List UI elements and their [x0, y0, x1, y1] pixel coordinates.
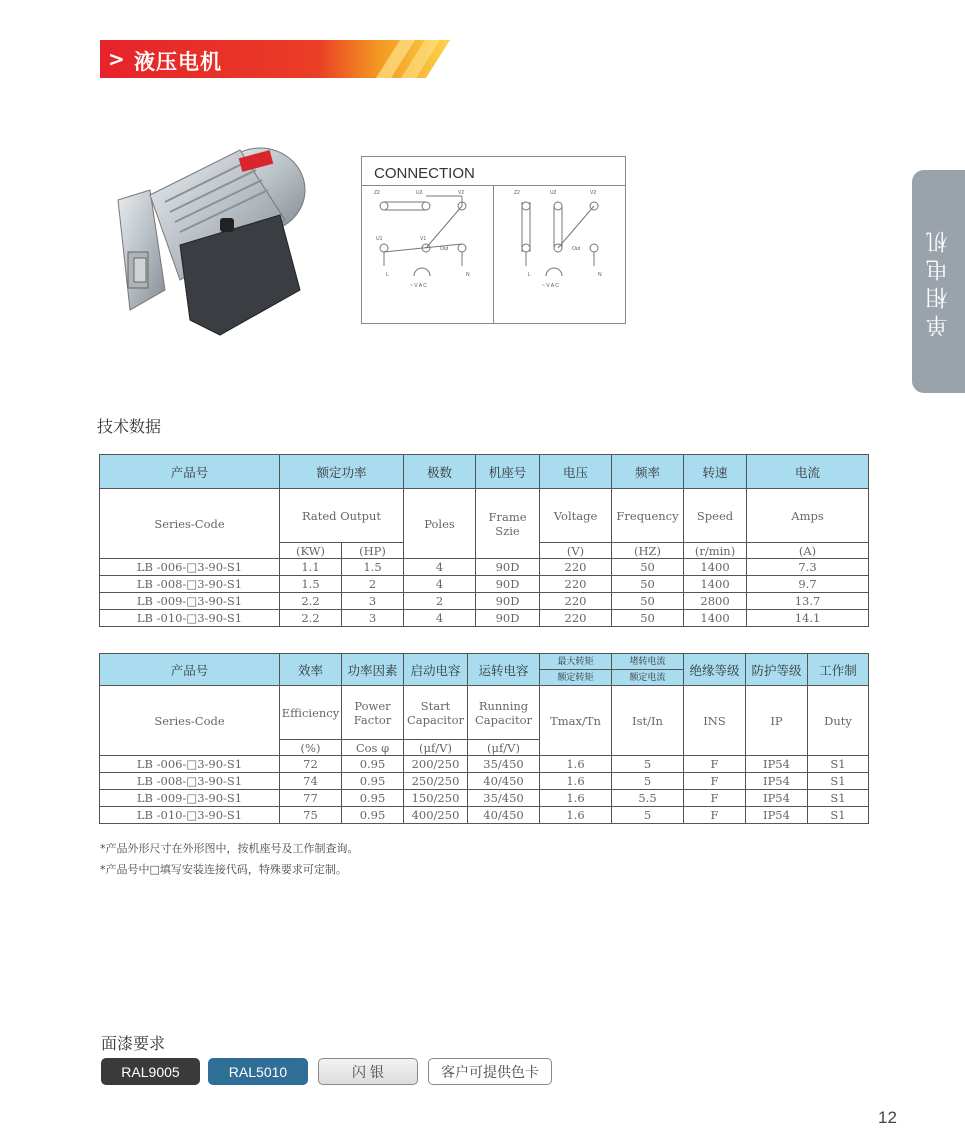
svg-text:N: N	[466, 272, 470, 278]
t1-cell: 14.1	[747, 610, 869, 627]
svg-text:U1: U1	[376, 236, 383, 242]
t2-header-rated-torque: 额定转矩	[540, 670, 612, 686]
t2-cell: S1	[808, 756, 869, 773]
t1-cell: 2.2	[280, 610, 342, 627]
tech-data-title: 技术数据	[97, 417, 162, 436]
t2-unit-cos: Cos φ	[342, 740, 404, 756]
t1-sub-output: Rated Output	[280, 489, 404, 543]
svg-text:L: L	[386, 272, 389, 278]
t2-cell: F	[684, 807, 746, 824]
t2-cell: 400/250	[404, 807, 468, 824]
table-row	[100, 807, 869, 824]
motor-image	[110, 140, 315, 340]
t1-cell: 7.3	[747, 559, 869, 576]
note-code: *产品号中□填写安装连接代码，特殊要求可定制。	[100, 863, 347, 876]
t1-cell: 3	[342, 610, 404, 627]
table-row	[100, 790, 869, 807]
t1-unit-kw: (KW)	[280, 543, 342, 559]
t1-cell: 220	[540, 576, 612, 593]
svg-text:N: N	[598, 272, 602, 278]
t1-cell: 220	[540, 593, 612, 610]
t1-cell: 13.7	[747, 593, 869, 610]
paint-option-ral9005[interactable]: RAL9005	[101, 1058, 200, 1085]
page-number: 12	[878, 1108, 897, 1127]
t1-sub-frequency: Frequency	[612, 489, 684, 543]
page-title: 液压电机	[134, 50, 222, 74]
svg-text:Z2: Z2	[514, 190, 520, 196]
t1-cell: 50	[612, 610, 684, 627]
t2-cell: 1.6	[540, 790, 612, 807]
t1-header-frame: 机座号	[476, 455, 540, 489]
t2-header-rated-current: 额定电流	[612, 670, 684, 686]
t1-sub-speed: Speed	[684, 489, 747, 543]
t2-sub-duty: Duty	[808, 686, 869, 756]
t2-cell: 40/450	[468, 773, 540, 790]
table-row	[100, 610, 869, 627]
svg-text:U2: U2	[416, 190, 423, 196]
t2-header-max-torque: 最大转矩	[540, 654, 612, 670]
t1-sub-voltage: Voltage	[540, 489, 612, 543]
t1-cell: 90D	[476, 576, 540, 593]
t1-cell: 50	[612, 576, 684, 593]
t1-cell: 4	[404, 610, 476, 627]
t1-cell: 2.2	[280, 593, 342, 610]
t2-cell: LB -010-□3-90-S1	[100, 807, 280, 824]
t1-cell: LB -009-□3-90-S1	[100, 593, 280, 610]
t2-header-start-cap: 启动电容	[404, 654, 468, 686]
t2-sub-code: Series-Code	[100, 686, 280, 756]
t1-cell: 220	[540, 559, 612, 576]
t2-cell: LB -009-□3-90-S1	[100, 790, 280, 807]
svg-text:~ V A C: ~ V A C	[542, 283, 559, 289]
t2-cell: S1	[808, 790, 869, 807]
t2-cell: 1.6	[540, 807, 612, 824]
t1-header-frequency: 频率	[612, 455, 684, 489]
t1-cell: 1.5	[280, 576, 342, 593]
banner-arrow-icon: >	[108, 47, 125, 71]
table-row	[100, 559, 869, 576]
t2-sub-ip: IP	[746, 686, 808, 756]
spec-table-2	[99, 653, 869, 824]
wiring-diagram-right	[522, 202, 598, 276]
t2-sub-ist: Ist/In	[612, 686, 684, 756]
t1-cell: LB -006-□3-90-S1	[100, 559, 280, 576]
t2-cell: F	[684, 756, 746, 773]
t1-cell: 220	[540, 610, 612, 627]
svg-text:V2: V2	[590, 190, 597, 196]
paint-option-ral5010[interactable]: RAL5010	[208, 1058, 308, 1085]
table-row	[100, 756, 869, 773]
t2-sub-tmax: Tmax/Tn	[540, 686, 612, 756]
t1-header-amps: 电流	[747, 455, 869, 489]
t1-header-poles: 极数	[404, 455, 476, 489]
t1-cell: 4	[404, 559, 476, 576]
section-banner	[100, 40, 450, 78]
t1-unit-v: (V)	[540, 543, 612, 559]
side-tab-label: 单相电机	[926, 225, 951, 338]
t1-cell: 1.1	[280, 559, 342, 576]
t2-header-duty: 工作制	[808, 654, 869, 686]
t2-cell: 0.95	[342, 773, 404, 790]
t2-sub-efficiency: Efficiency	[280, 686, 342, 740]
svg-text:~ V A C: ~ V A C	[410, 283, 427, 289]
table-row	[100, 576, 869, 593]
t2-unit-pct: (%)	[280, 740, 342, 756]
paint-title: 面漆要求	[101, 1034, 166, 1053]
t2-cell: 72	[280, 756, 342, 773]
t2-header-ins: 绝缘等级	[684, 654, 746, 686]
t2-cell: S1	[808, 773, 869, 790]
side-category-tab[interactable]	[912, 170, 965, 393]
table-row	[100, 593, 869, 610]
t2-cell: 75	[280, 807, 342, 824]
connection-diagram	[361, 156, 626, 324]
t2-cell: 250/250	[404, 773, 468, 790]
t2-cell: LB -006-□3-90-S1	[100, 756, 280, 773]
t1-cell: 90D	[476, 593, 540, 610]
t2-header-locked-current: 堵转电流	[612, 654, 684, 670]
t1-sub-amps: Amps	[747, 489, 869, 543]
svg-text:Out: Out	[440, 246, 449, 252]
t1-cell: 90D	[476, 610, 540, 627]
t1-cell: 3	[342, 593, 404, 610]
t2-cell: LB -008-□3-90-S1	[100, 773, 280, 790]
t1-cell: 1400	[684, 610, 747, 627]
t1-sub-code: Series-Code	[100, 489, 280, 559]
t2-cell: 5	[612, 756, 684, 773]
svg-text:Out: Out	[572, 246, 581, 252]
t2-cell: S1	[808, 807, 869, 824]
t2-cell: F	[684, 790, 746, 807]
note-dimensions: *产品外形尺寸在外形图中，按机座号及工作制查询。	[100, 842, 359, 855]
t2-cell: IP54	[746, 773, 808, 790]
t1-header-code: 产品号	[100, 455, 280, 489]
t2-header-efficiency: 效率	[280, 654, 342, 686]
t1-unit-rpm: (r/min)	[684, 543, 747, 559]
t2-header-pf: 功率因素	[342, 654, 404, 686]
t1-cell: 2800	[684, 593, 747, 610]
t1-unit-hp: (HP)	[342, 543, 404, 559]
t2-cell: 74	[280, 773, 342, 790]
svg-text:Z2: Z2	[374, 190, 380, 196]
t1-sub-poles: Poles	[404, 489, 476, 559]
t1-sub-frame: Frame Szie	[476, 489, 540, 559]
spec-table-1	[99, 454, 869, 627]
t2-sub-pf: Power Factor	[342, 686, 404, 740]
t1-header-voltage: 电压	[540, 455, 612, 489]
paint-option-silver[interactable]: 闪 银	[318, 1058, 418, 1085]
t1-header-output: 额定功率	[280, 455, 404, 489]
t2-sub-run-cap: Running Capacitor	[468, 686, 540, 740]
t2-cell: 0.95	[342, 807, 404, 824]
t1-header-speed: 转速	[684, 455, 747, 489]
t2-cell: IP54	[746, 807, 808, 824]
t2-sub-ins: INS	[684, 686, 746, 756]
t2-cell: IP54	[746, 756, 808, 773]
t1-cell: 50	[612, 559, 684, 576]
t1-unit-hz: (HZ)	[612, 543, 684, 559]
table-row	[100, 773, 869, 790]
t2-cell: 1.6	[540, 773, 612, 790]
t1-cell: 1400	[684, 559, 747, 576]
svg-text:L: L	[528, 272, 531, 278]
paint-option-custom[interactable]: 客户可提供色卡	[428, 1058, 552, 1085]
t2-cell: 150/250	[404, 790, 468, 807]
svg-text:V2: V2	[458, 190, 465, 196]
t2-header-code: 产品号	[100, 654, 280, 686]
t2-cell: 77	[280, 790, 342, 807]
t2-sub-start-cap: Start Capacitor	[404, 686, 468, 740]
t2-cell: 5	[612, 773, 684, 790]
t2-cell: IP54	[746, 790, 808, 807]
t1-cell: 4	[404, 576, 476, 593]
t1-cell: 2	[342, 576, 404, 593]
t2-unit-start: (μf/V)	[404, 740, 468, 756]
t1-cell: LB -010-□3-90-S1	[100, 610, 280, 627]
svg-text:V1: V1	[420, 236, 427, 242]
t2-body	[100, 756, 869, 824]
svg-text:U2: U2	[550, 190, 557, 196]
t2-header-run-cap: 运转电容	[468, 654, 540, 686]
t2-cell: 1.6	[540, 756, 612, 773]
t1-cell: 1400	[684, 576, 747, 593]
t2-cell: 35/450	[468, 756, 540, 773]
t2-cell: F	[684, 773, 746, 790]
t1-unit-a: (A)	[747, 543, 869, 559]
t1-cell: LB -008-□3-90-S1	[100, 576, 280, 593]
t2-cell: 5	[612, 807, 684, 824]
t2-cell: 5.5	[612, 790, 684, 807]
t1-cell: 1.5	[342, 559, 404, 576]
t2-cell: 35/450	[468, 790, 540, 807]
t1-cell: 90D	[476, 559, 540, 576]
t1-body	[100, 559, 869, 627]
t2-cell: 0.95	[342, 790, 404, 807]
t1-cell: 50	[612, 593, 684, 610]
t1-cell: 2	[404, 593, 476, 610]
t1-cell: 9.7	[747, 576, 869, 593]
t2-unit-run: (μf/V)	[468, 740, 540, 756]
t2-cell: 0.95	[342, 756, 404, 773]
t2-cell: 40/450	[468, 807, 540, 824]
t2-header-ip: 防护等级	[746, 654, 808, 686]
connection-title: CONNECTION	[374, 165, 475, 182]
t2-cell: 200/250	[404, 756, 468, 773]
